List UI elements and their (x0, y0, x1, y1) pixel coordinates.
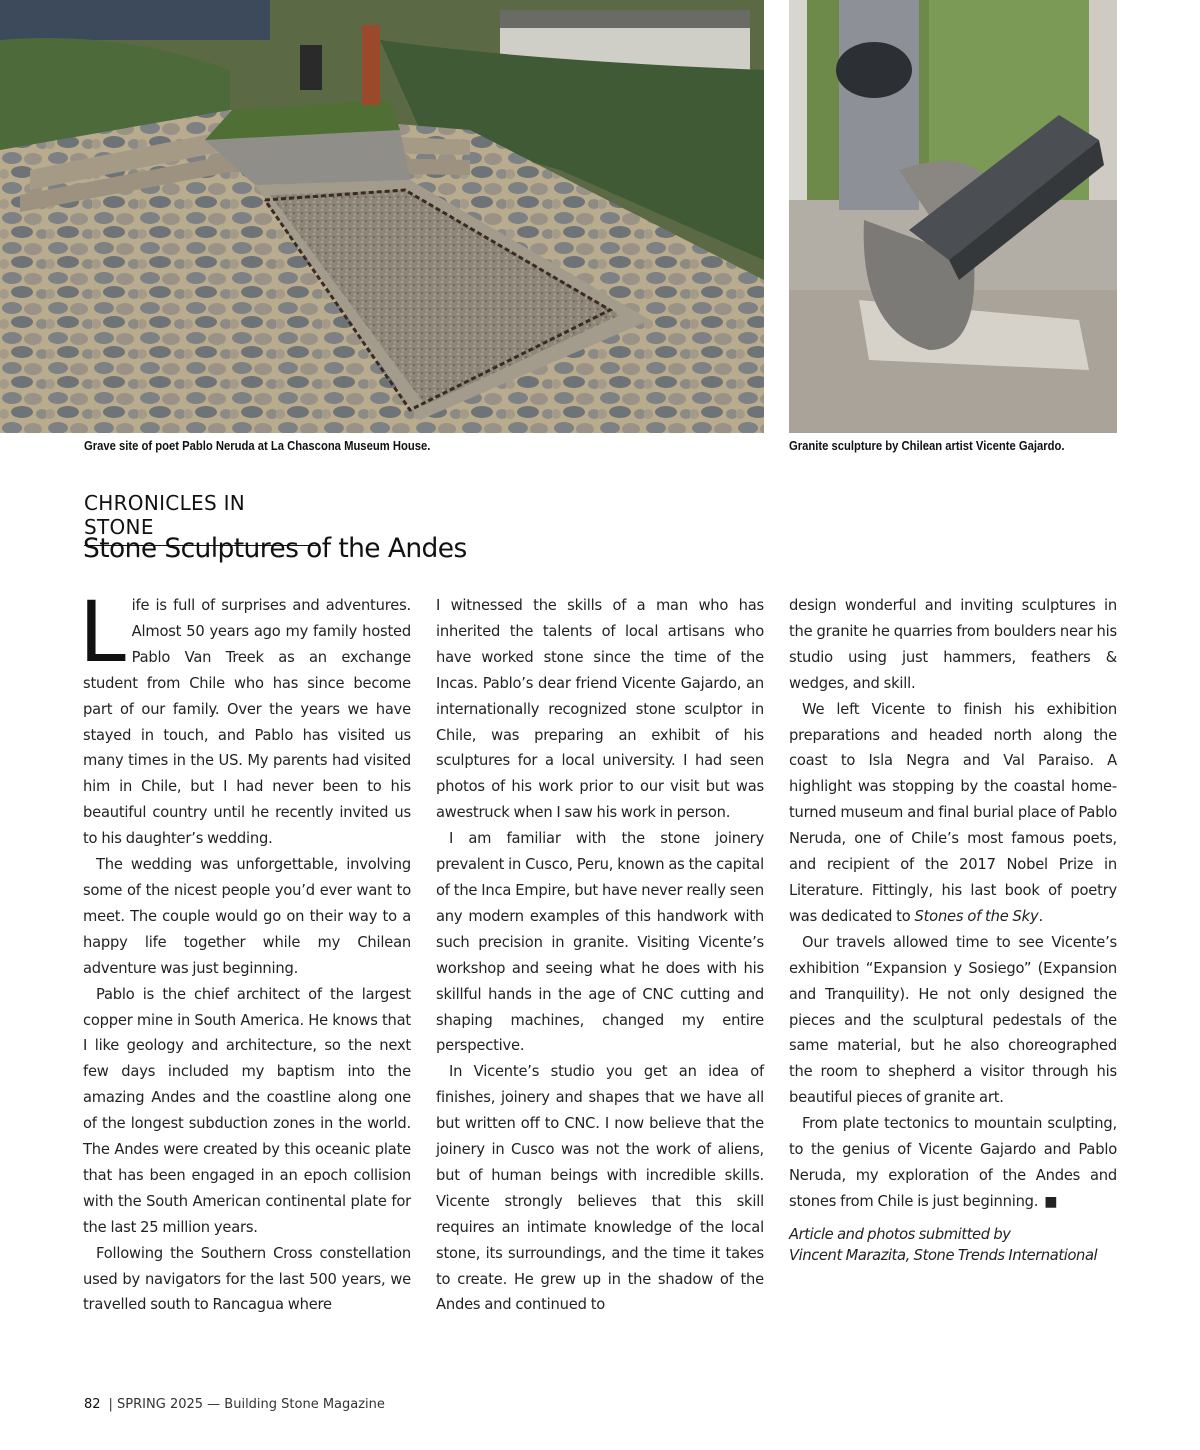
paragraph: Pablo is the chief architect of the largest copper mine in South America. He knows that I like geology and architecture, so the next few days included my baptism into the amazing Andes and the coastline along one of the longest subduction zones in the world. The Andes were created by this oceanic plate that has been engaged in an epoch collision with the South American continental plate for the last 25 million years. (83, 985, 411, 1236)
paragraph: I am familiar with the stone joinery prevalent in Cusco, Peru, known as the capital of the Inca Empire, but have never really seen any modern examples of this handwork with such precision in granite. Visiting Vicente’s workshop and seeing what he does with his skillful hands in the age of CNC cutting and shaping machines, changed my entire perspective. (436, 830, 764, 1055)
paragraph: Following the Southern Cross constellation used by navigators for the last 500 years, we travelled south to Rancagua where (83, 1244, 411, 1314)
article-column-3 (789, 593, 1117, 1266)
grave-photo-caption: Grave site of poet Pablo Neruda at La Chascona Museum House. (84, 439, 431, 453)
paragraph: In Vicente’s studio you get an idea of finishes, joinery and shapes that we have all but written off to CNC. I now believe that the joinery in Cusco was not the work of aliens, but of human beings with incredible skills. Vicente strongly believes that this skill requires an intimate knowledge of the local stone, its surroundings, and the time it takes to create. He grew up in the shadow of the Andes and continued to (436, 1063, 764, 1314)
article-column-2 (436, 593, 764, 1318)
page-number: 82 (84, 1397, 101, 1412)
paragraph: We left Vicente to finish his exhibition preparations and headed north along the coast to Isla Negra and Val Paraiso. A highlight was stopping by the coastal home-turned museum and final burial place of Pablo Neruda, one of Chile’s most famous poets, and recipient of the 2017 Nobel Prize in Literature. Fittingly, his last book of poetry was dedicated to Stones of the Sky. (789, 700, 1117, 925)
end-mark-icon: ■ (1044, 1193, 1058, 1210)
paragraph: Life is full of surprises and adventures. Almost 50 years ago my family hosted Pablo Van Treek as an exchange student from Chile who has since become part of our family. Over the years we have stayed in touch, and Pablo has visited us many times in the US. My parents had visited him in Chile, but I had never been to his beautiful country until he recently invited us to his daughter’s wedding. (79, 583, 411, 848)
issue-info: | SPRING 2025 — Building Stone Magazine (108, 1397, 385, 1412)
article-column-1 (79, 583, 411, 1318)
page-footer (84, 1397, 385, 1412)
paragraph: The wedding was unforgettable, involving some of the nicest people you’d ever want to meet. The couple would go on their way to a happy life together while my Chilean adventure was just beginning. (83, 856, 411, 977)
book-title: Stones of the Sky (914, 907, 1039, 925)
paragraph: Our travels allowed time to see Vicente’s exhibition “Expansion y Sosiego” (Expansion and Tranquility). He not only designed the pieces and the sculptural pedestals of the same material, but he also choreographed the room to shepherd a visitor through his beautiful pieces of granite art. (789, 933, 1117, 1107)
article-credit (789, 1224, 1117, 1266)
credit-line: Vincent Marazita, Stone Trends International (789, 1246, 1098, 1264)
granite-sculpture-photo (789, 0, 1117, 433)
grave-site-photo (0, 0, 764, 433)
sculpture-photo-caption: Granite sculpture by Chilean artist Vicente Gajardo. (789, 439, 1065, 453)
section-kicker: CHRONICLES IN STONE (84, 491, 318, 546)
credit-line: Article and photos submitted by (789, 1225, 1011, 1243)
paragraph: design wonderful and inviting sculptures in the granite he quarries from boulders near his studio using just hammers, feathers & wedges, and skill. (789, 597, 1117, 692)
paragraph: From plate tectonics to mountain sculpting, to the genius of Vicente Gajardo and Pablo Neruda, my exploration of the Andes and stones from Chile is just beginning. ■ (789, 1115, 1117, 1210)
drop-cap: L (79, 583, 126, 681)
paragraph: I witnessed the skills of a man who has inherited the talents of local artisans who have worked stone since the time of the Incas. Pablo’s dear friend Vicente Gajardo, an internationally recognized stone sculptor in Chile, was preparing an exhibit of his sculptures for a local university. I had seen photos of his work prior to our visit but was awestruck when I saw his work in person. (436, 597, 764, 822)
article-title: Stone Sculptures of the Andes (83, 533, 467, 564)
